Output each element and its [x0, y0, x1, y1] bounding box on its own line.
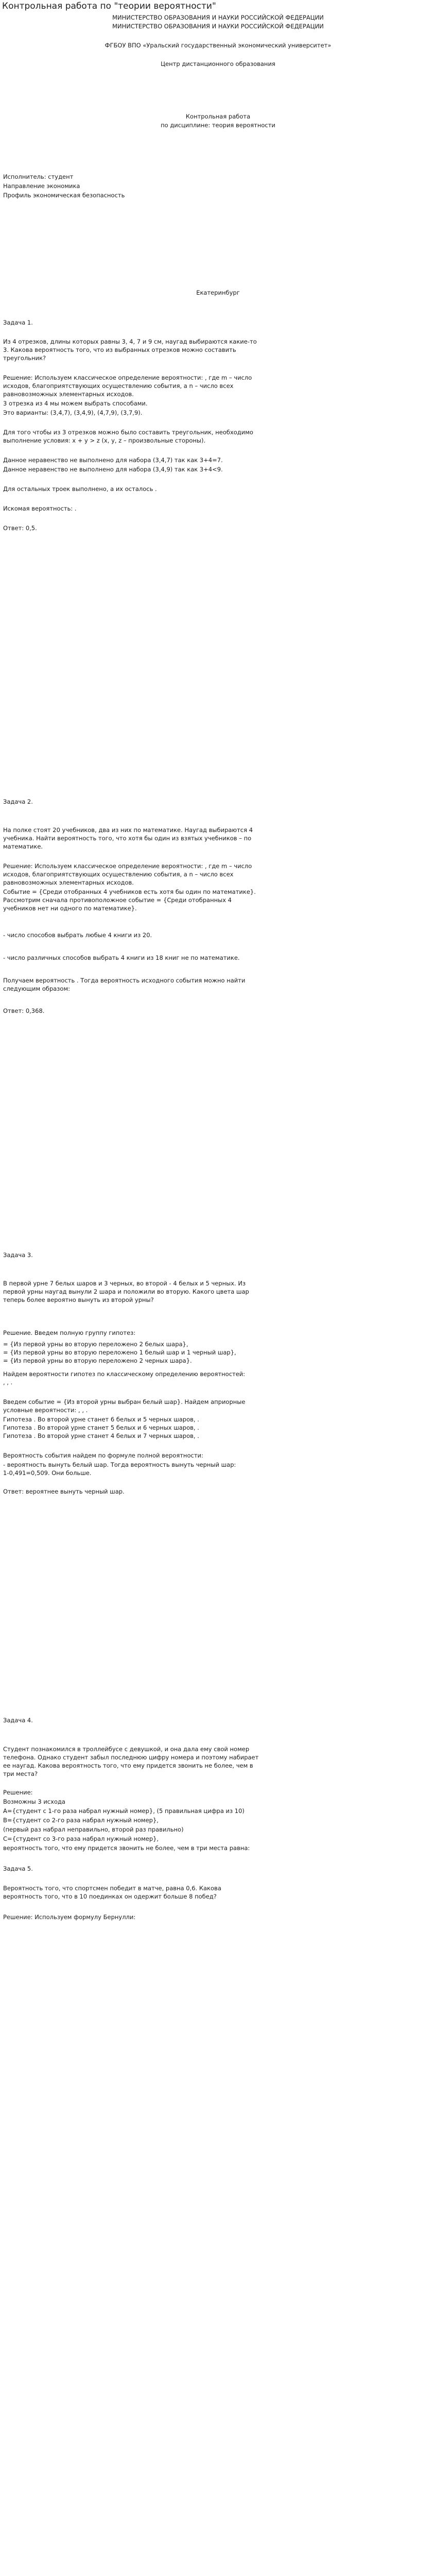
task-2-solution: исходов, благоприятствующих осуществлению события, а n – число всех — [3, 871, 234, 878]
task-2-condition: математике. — [3, 843, 43, 850]
university-name: ФГБОУ ВПО «Уральский государственный экономический университет» — [104, 42, 332, 49]
task-1-condition: треугольник? — [3, 354, 46, 362]
discipline: по дисциплине: теория вероятности — [161, 122, 275, 129]
task-2-solution: учебников нет ни одного по математике}. — [3, 905, 137, 912]
task-1-solution: равновозможных элементарных исходов. — [3, 391, 134, 398]
task-3-solution: Гипотеза . Во второй урне станет 6 белых и 5 черных шаров, . — [3, 1416, 199, 1423]
task-4-solution: вероятность того, что ему придется звонить не более, чем в три места равна: — [3, 1844, 250, 1852]
task-1-solution: 3 отрезка из 4 мы можем выбрать способами. — [3, 400, 148, 407]
task-5-title: Задача 5. — [3, 1865, 33, 1872]
task-1-answer: Ответ: 0,5. — [3, 524, 37, 532]
task-1-solution: Для остальных троек выполнено, а их осталось . — [3, 485, 157, 493]
task-1-solution: Данное неравенство не выполнено для набора (3,4,9) так как 3+4<9. — [3, 466, 223, 473]
task-4-solution: Возможны 3 исхода — [3, 1798, 65, 1805]
ministry-line-1: МИНИСТЕРСТВО ОБРАЗОВАНИЯ И НАУКИ РОССИЙСКОЙ ФЕДЕРАЦИИ — [112, 14, 324, 21]
task-4-solution: C={студент со 3-го раза набрал нужный номер}, — [3, 1835, 159, 1842]
task-3-solution: Найдем вероятности гипотез по классическому определению вероятностей: — [3, 1370, 246, 1378]
task-3-condition: В первой урне 7 белых шаров и 3 черных, во второй - 4 белых и 5 черных. Из — [3, 1280, 246, 1287]
task-1-condition: Из 4 отрезков, длины которых равны 3, 4, 7 и 9 см, наугад выбираются какие-то — [3, 338, 257, 345]
task-2-solution: - число способов выбрать любые 4 книги из 20. — [3, 931, 152, 939]
task-3-solution: Вероятность события найдем по формуле полной вероятности: — [3, 1452, 203, 1459]
task-2-solution: Рассмотрим сначала противоположное событие = {Среди отобранных 4 — [3, 896, 232, 904]
task-3-solution: условные вероятности: , , . — [3, 1406, 88, 1414]
task-1-solution: выполнение условия: x + y > z (x, y, z – произвольные стороны). — [3, 437, 206, 444]
task-5-solution: Решение: Используем формулу Бернулли: — [3, 1913, 136, 1921]
task-4-condition: Студент познакомился в троллейбусе с девушкой, и она дала ему свой номер — [3, 1745, 250, 1753]
task-4-solution: (первый раз набрал неправильно, второй раз правильно) — [3, 1826, 184, 1833]
task-2-solution: Решение: Используем классическое определение вероятности: , где m – число — [3, 862, 252, 870]
task-2-solution: равновозможных элементарных исходов. — [3, 879, 134, 886]
task-2-solution: Событие = {Среди отобранных 4 учебников есть хотя бы один по математике}. — [3, 888, 256, 895]
profile: Профиль экономическая безопасность — [3, 192, 125, 199]
task-3-solution: Гипотеза . Во второй урне станет 4 белых и 7 черных шаров, . — [3, 1432, 199, 1439]
task-3-condition: теперь более вероятно вынуть из второй урны? — [3, 1296, 154, 1303]
task-4-solution: A={студент с 1-го раза набрал нужный номер}, (5 правильная цифра из 10) — [3, 1807, 245, 1815]
page-title: Контрольная работа по "теории вероятности" — [2, 1, 216, 11]
task-4-condition: ее наугад. Какова вероятность того, что ему придется звонить не более, чем в — [3, 1762, 253, 1769]
task-3-hypothesis: = {Из первой урны во вторую переложено 2 белых шара}, — [3, 1341, 188, 1348]
task-1-title: Задача 1. — [3, 319, 33, 326]
task-3-hypothesis: = {Из первой урны во вторую переложено 1 белый шар и 1 черный шар}, — [3, 1349, 236, 1356]
task-2-title: Задача 2. — [3, 798, 33, 805]
task-4-solution: B={студент со 2-го раза набрал нужный номер}, — [3, 1817, 159, 1824]
task-4-condition: три места? — [3, 1770, 38, 1777]
task-2-condition: учебника. Найти вероятность того, что хотя бы один из взятых учебников – по — [3, 835, 252, 842]
task-2-solution: следующим образом: — [3, 985, 70, 992]
task-4-solution: Решение: — [3, 1789, 33, 1796]
task-2-solution: - число различных способов выбрать 4 книги из 18 книг не по математике. — [3, 954, 240, 961]
city: Екатеринбург — [196, 289, 240, 296]
task-3-solution: Введем событие = {Из второй урны выбран белый шар}. Найдем априорные — [3, 1398, 246, 1405]
task-3-answer: Ответ: вероятнее вынуть черный шар. — [3, 1488, 125, 1495]
task-1-solution: Искомая вероятность: . — [3, 505, 77, 512]
task-3-hypothesis: = {Из первой урны во вторую переложено 2 черных шара}. — [3, 1357, 192, 1364]
task-2-solution: Получаем вероятность . Тогда вероятность исходного события можно найти — [3, 977, 246, 984]
direction: Направление экономика — [3, 182, 80, 190]
task-4-condition: телефона. Однако студент забыл последнюю цифру номера и поэтому набирает — [3, 1754, 259, 1761]
task-3-solution: Гипотеза . Во второй урне станет 5 белых и 6 черных шаров, . — [3, 1424, 199, 1431]
task-1-solution: Это варианты: (3,4,7), (3,4,9), (4,7,9), (3,7,9). — [3, 409, 143, 416]
task-1-solution: исходов, благоприятствующих осуществлению события, а n – число всех — [3, 382, 234, 389]
performer: Исполнитель: студент — [3, 173, 74, 180]
task-3-solution: - вероятность вынуть белый шар. Тогда вероятность вынуть черный шар: — [3, 1461, 236, 1468]
task-1-condition: 3. Какова вероятность того, что из выбранных отрезков можно составить — [3, 346, 236, 353]
center-name: Центр дистанционного образования — [161, 60, 275, 67]
task-3-condition: первой урны наугад вынули 2 шара и положили во вторую. Какого цвета шар — [3, 1288, 249, 1295]
task-3-title: Задача 3. — [3, 1251, 33, 1259]
task-1-solution: Данное неравенство не выполнено для набора (3,4,7) так как 3+4=7. — [3, 456, 223, 464]
task-5-condition: вероятность того, что в 10 поединках он одержит больше 8 побед? — [3, 1893, 217, 1900]
task-3-solution: Решение. Введем полную группу гипотез: — [3, 1329, 136, 1336]
task-1-solution: Для того чтобы из 3 отрезков можно было составить треугольник, необходимо — [3, 429, 253, 436]
ministry-line-2: МИНИСТЕРСТВО ОБРАЗОВАНИЯ И НАУКИ РОССИЙСКОЙ ФЕДЕРАЦИИ — [112, 23, 324, 30]
task-4-title: Задача 4. — [3, 1717, 33, 1724]
task-5-condition: Вероятность того, что спортсмен победит в матче, равна 0,6. Какова — [3, 1885, 221, 1892]
task-1-solution: Решение: Используем классическое определение вероятности: , где m – число — [3, 374, 252, 381]
task-3-solution: , , . — [3, 1379, 13, 1386]
task-2-answer: Ответ: 0,368. — [3, 1007, 45, 1014]
task-2-condition: На полке стоят 20 учебников, два из них по математике. Наугад выбираются 4 — [3, 826, 253, 834]
work-type: Контрольная работа — [185, 113, 251, 120]
task-3-solution: 1-0,491=0,509. Они больше. — [3, 1469, 92, 1477]
